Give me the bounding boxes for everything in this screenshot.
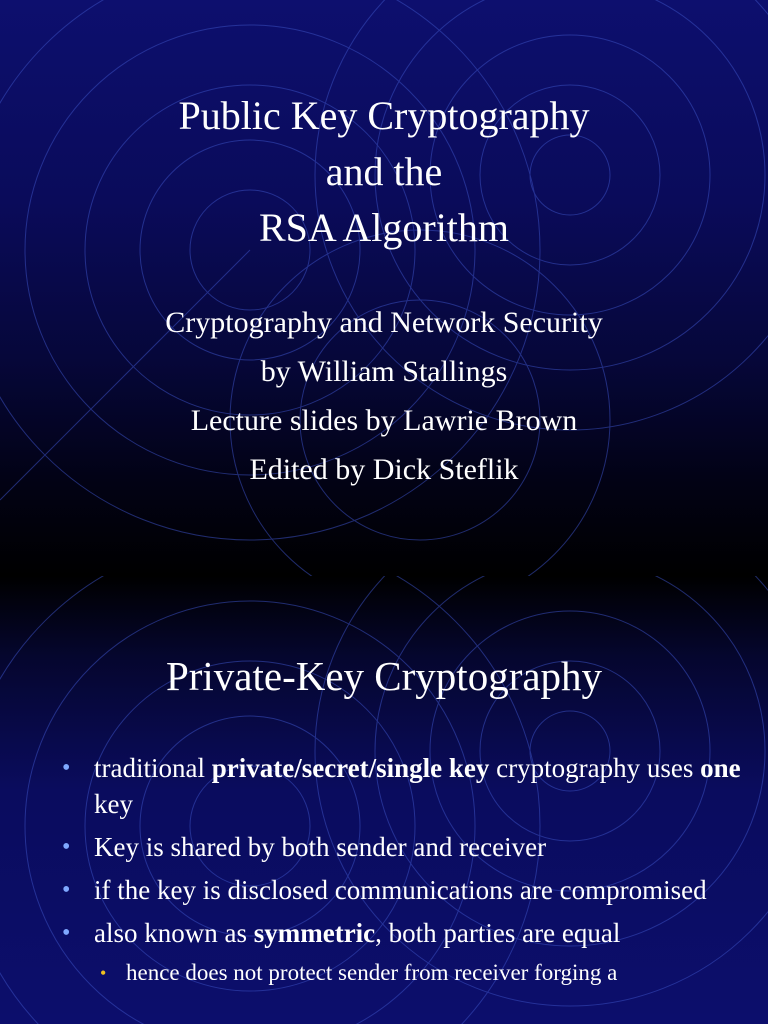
title-line-2: and the	[325, 149, 443, 194]
sub-bullet-item	[62, 958, 742, 988]
bullet-text: traditional	[94, 753, 212, 783]
bullet-list	[62, 750, 742, 988]
bullet-item	[62, 915, 742, 951]
bullet-item	[62, 750, 742, 822]
slide-title-heading	[0, 88, 768, 256]
bullet-icon: •	[62, 920, 71, 946]
subtitle-line-1: Cryptography and Network Security	[165, 306, 603, 339]
bullet-text: Key is shared by both sender and receiver	[94, 832, 547, 862]
bullet-text: key	[94, 789, 133, 819]
sub-bullet-icon: •	[100, 963, 107, 983]
bullet-bold-text: one	[700, 753, 741, 783]
bullet-item	[62, 829, 742, 865]
bullet-item	[62, 872, 742, 908]
bullet-text: if the key is disclosed communications are compromised	[94, 875, 707, 905]
bullet-icon: •	[62, 834, 71, 860]
subtitle-line-4: Edited by Dick Steflik	[249, 453, 519, 486]
title-line-1: Public Key Cryptography	[178, 93, 590, 138]
subtitle-line-3: Lecture slides by Lawrie Brown	[190, 404, 578, 437]
bullet-bold-text: symmetric	[253, 918, 376, 948]
bullet-icon: •	[62, 755, 71, 781]
bullet-icon: •	[62, 877, 71, 903]
title-line-3: RSA Algorithm	[258, 205, 510, 250]
bullet-text: also known as	[94, 918, 254, 948]
bullet-text: , both parties are equal	[375, 918, 621, 948]
slide-heading: Private-Key Cryptography	[165, 653, 603, 699]
bullet-text: cryptography uses	[489, 753, 701, 783]
bullet-bold-text: private/secret/single key	[211, 753, 490, 783]
slide-subtitle	[0, 298, 768, 494]
subtitle-line-2: by William Stallings	[260, 355, 508, 388]
sub-bullet-text: hence does not protect sender from receiver forging a	[126, 960, 618, 985]
slide-private-key	[0, 576, 768, 1024]
